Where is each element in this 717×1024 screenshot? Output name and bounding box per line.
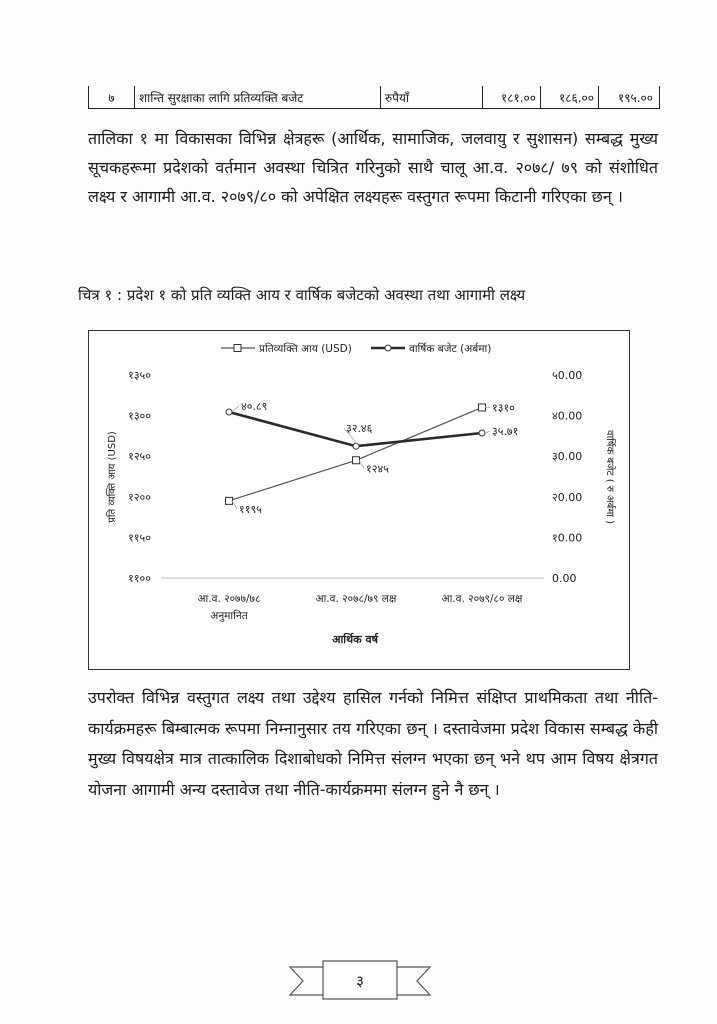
x-tick-label: अनुमानित (210, 610, 248, 622)
x-tick-label: आ.व. २०७७/७८ (197, 593, 261, 605)
income-point (479, 404, 486, 411)
row-number: ७ (89, 86, 135, 108)
row-value-3: १९५.०० (617, 91, 653, 105)
data-label-leader (485, 431, 490, 433)
priorities-paragraph: उपरोक्त विभिन्न वस्तुगत लक्ष्य तथा उद्देश्य हासिल गर्नको निमित्त संक्षिप्त प्राथमिकता तथा नीति-कार्यक्रमहरू बिम्बात्मक रूपमा निम्नानुसार तय गरिएका छन् । दस्तावेजमा प्रदेश विकास सम्बद्ध केही मुख्य विषयक्षेत्र मात्र तात्कालिक दिशाबोधको निमित्त संलग्न भएका छन् भने थप आम विषय क्षेत्रगत योजना आगामी अन्य दस्तावेज तथा नीति-कार्यक्रममा संलग्न हुने नै छन् । (88, 688, 658, 799)
legend-marker-budget (385, 345, 391, 351)
income-data-label: ११९५ (239, 502, 262, 516)
table-row-budget-per-capita (88, 86, 660, 109)
budget-data-label: ३२.४६ (346, 422, 373, 436)
x-axis-title: आर्थिक वर्ष (332, 633, 378, 646)
page-number: ३ (356, 972, 364, 990)
y-left-axis-title: प्रति व्यक्ति आय (USD) (107, 431, 118, 523)
income-budget-chart (89, 331, 629, 669)
budget-point (479, 430, 485, 436)
y-right-tick-label: २0.00 (552, 490, 583, 504)
row-title: शान्ति सुरक्षाका लागि प्रतिव्यक्ति बजेट (135, 86, 381, 108)
y-left-tick-label: १३५० (128, 369, 151, 382)
chart-frame (88, 330, 630, 670)
budget-point (353, 443, 359, 449)
y-right-tick-label: 0.00 (552, 572, 577, 585)
budget-data-label: ३५.७१ (492, 425, 519, 439)
income-point (353, 457, 360, 464)
x-tick-label: आ.व. २०७८/७९ लक्ष (315, 593, 397, 605)
row-unit: रुपैयाँ (381, 86, 483, 108)
data-label-leader (232, 406, 239, 412)
x-tick-label: आ.व. २०७९/८० लक्ष (441, 593, 523, 605)
y-right-tick-label: १0.00 (552, 531, 583, 545)
legend-label-income: प्रतिव्यक्ति आय (USD) (259, 343, 352, 355)
row-value-2: १८६.०० (541, 86, 599, 108)
income-point (226, 497, 233, 504)
budget-point (226, 409, 232, 415)
y-left-tick-label: १३०० (128, 409, 151, 423)
row-value-1: १८१.०० (483, 86, 541, 108)
y-right-tick-label: ३0.00 (552, 450, 583, 464)
y-right-tick-label: ४0.00 (552, 409, 583, 423)
legend-label-budget: वार्षिक बजेट (अर्बमा) (409, 343, 492, 355)
figure-caption: चित्र १ : प्रदेश १ को प्रति व्यक्ति आय र वार्षिक बजेटको अवस्था तथा आगामी लक्ष्य (78, 286, 526, 304)
budget-data-label: ४०.८९ (241, 399, 268, 413)
legend-marker-income (234, 345, 241, 352)
page-number-ribbon (285, 955, 435, 1005)
y-left-tick-label: ११५० (128, 531, 151, 545)
y-left-tick-label: १२५० (128, 450, 151, 464)
y-left-tick-label: १२०० (128, 490, 151, 504)
y-right-axis-title: वार्षिक बजेट ( रु अर्बमा ) (604, 430, 615, 524)
y-right-tick-label: ५0.00 (552, 369, 583, 382)
y-left-tick-label: ११०० (128, 572, 151, 585)
income-data-label: १३१० (492, 401, 515, 415)
intro-paragraph: तालिका १ मा विकासका विभिन्न क्षेत्रहरू (आर्थिक, सामाजिक, जलवायु र सुशासन) सम्बद्ध मुख्य सूचकहरूमा प्रदेशको वर्तमान अवस्था चित्रित गरिनुको साथै चालू आ.व. २०७८/ ७९ को संशोधित लक्ष्य र आगामी आ.व. २०७९/८० को अपेक्षित लक्ष्यहरू वस्तुगत रूपमा किटानी गरिएका छन् । (88, 129, 658, 206)
income-data-label: १२४५ (366, 462, 389, 476)
